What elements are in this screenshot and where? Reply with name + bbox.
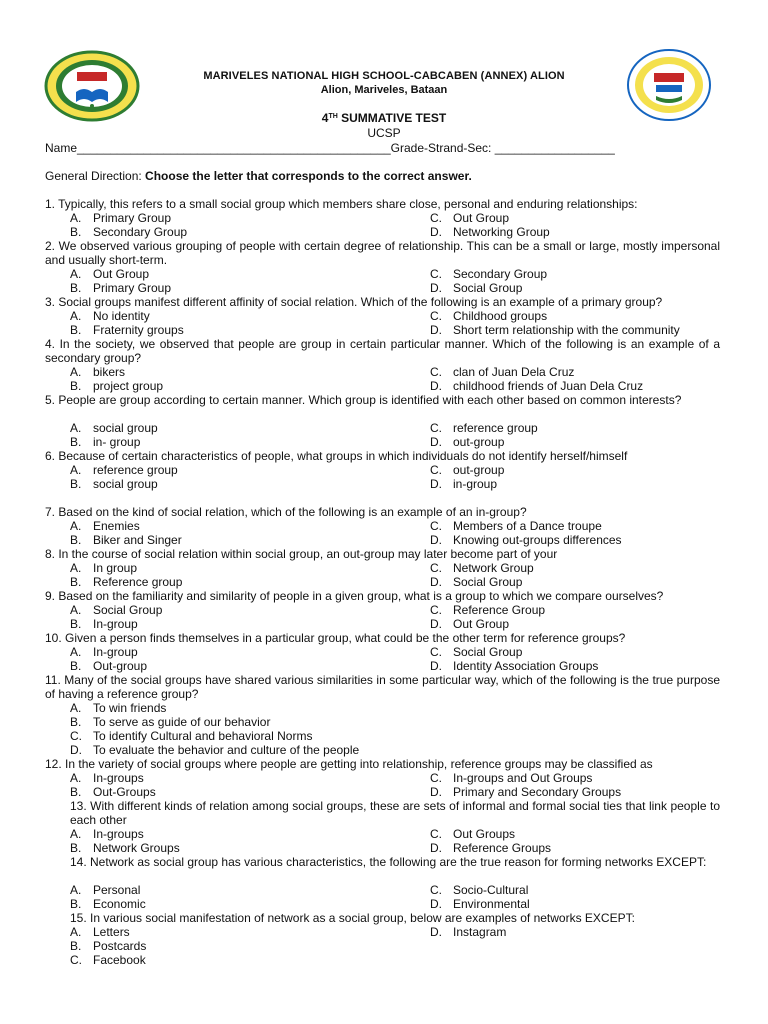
option-text: social group [93, 477, 158, 491]
option-letter: C. [430, 883, 442, 897]
option-letter: A. [70, 925, 82, 939]
option-text: To serve as guide of our behavior [93, 715, 271, 729]
option-letter: C. [430, 463, 442, 477]
option-text: Postcards [93, 939, 147, 953]
answer-option [430, 463, 504, 477]
option-letter: D. [430, 533, 442, 547]
option-letter: B. [70, 477, 82, 491]
question-text: 12. In the variety of social groups where people are getting into relationship, reference groups may be classified as [45, 757, 653, 771]
option-letter: D. [430, 841, 442, 855]
option-text: In-groups [93, 771, 144, 785]
answer-option [70, 715, 270, 729]
answer-option [430, 841, 551, 855]
question-text: 9. Based on the familiarity and similarity of people in a given group, what is a group to which we compare ourselves? [45, 589, 664, 603]
option-letter: D. [430, 281, 442, 295]
answer-option [430, 435, 504, 449]
option-text: To identify Cultural and behavioral Norms [93, 729, 313, 743]
question-text: 15. In various social manifestation of network as a social group, below are examples of networks EXCEPT: [70, 911, 635, 925]
question-text: 1. Typically, this refers to a small social group which members share close, personal and enduring relationships: [45, 197, 638, 211]
option-text: Biker and Singer [93, 533, 182, 547]
option-text: Instagram [453, 925, 507, 939]
direction-label: General Direction: [45, 169, 146, 183]
option-text: Networking Group [453, 225, 550, 239]
answer-option [430, 827, 515, 841]
option-letter: B. [70, 435, 82, 449]
option-text: To win friends [93, 701, 167, 715]
answer-option [70, 561, 137, 575]
option-text: Secondary Group [93, 225, 188, 239]
option-letter: A. [70, 211, 82, 225]
option-text: Social Group [453, 281, 523, 295]
option-letter: D. [430, 925, 442, 939]
answer-option [430, 519, 602, 533]
option-text: Primary Group [93, 281, 172, 295]
option-text: childhood friends of Juan Dela Cruz [453, 379, 644, 393]
option-text: Social Group [93, 603, 163, 617]
answer-option [430, 309, 547, 323]
option-letter: C. [430, 421, 442, 435]
option-letter: A. [70, 421, 82, 435]
option-text: Out Group [93, 267, 150, 281]
option-text: Primary Group [93, 211, 172, 225]
answer-option [70, 281, 171, 295]
answer-option [430, 603, 545, 617]
option-letter: A. [70, 267, 82, 281]
option-text: Social Group [453, 575, 523, 589]
answer-option [430, 477, 497, 491]
option-text: project group [93, 379, 164, 393]
option-text: Environmental [453, 897, 530, 911]
option-letter: C. [430, 519, 442, 533]
option-letter: C. [430, 267, 442, 281]
option-letter: D. [430, 897, 442, 911]
answer-option [430, 281, 522, 295]
option-text: clan of Juan Dela Cruz [453, 365, 575, 379]
option-text: out-group [453, 463, 505, 477]
answer-option [70, 883, 140, 897]
option-text: Reference Group [453, 603, 546, 617]
option-letter: B. [70, 659, 82, 673]
question-text: 6. Because of certain characteristics of people, what groups in which individuals do not identify herself/himself [45, 449, 628, 463]
option-letter: B. [70, 281, 82, 295]
option-text: Economic [93, 897, 146, 911]
answer-option [70, 421, 158, 435]
answer-option [70, 225, 187, 239]
option-text: Out Groups [453, 827, 516, 841]
question-text: 5. People are group according to certain manner. Which group is identified with each other based on common interests? [45, 393, 682, 407]
option-text: in- group [93, 435, 141, 449]
option-letter: D. [430, 575, 442, 589]
answer-option [70, 617, 138, 631]
option-letter: B. [70, 785, 82, 799]
option-text: In-group [93, 617, 138, 631]
answer-option [430, 533, 622, 547]
option-text: Identity Association Groups [453, 659, 599, 673]
question-text: 11. Many of the social groups have shared various similarities in some particular way, which of the following is the true purpose of having a reference group? [45, 673, 720, 701]
option-letter: B. [70, 841, 82, 855]
answer-option [70, 477, 158, 491]
answer-option [70, 533, 182, 547]
option-letter: C. [430, 603, 442, 617]
answer-option [430, 575, 522, 589]
option-letter: A. [70, 519, 82, 533]
answer-option [70, 953, 146, 967]
option-letter: C. [70, 953, 82, 967]
answer-option [430, 925, 506, 939]
option-letter: D. [430, 379, 442, 393]
option-text: Enemies [93, 519, 140, 533]
answer-option [430, 421, 538, 435]
option-text: out-group [453, 435, 505, 449]
answer-option [70, 323, 184, 337]
option-letter: D. [430, 435, 442, 449]
school-name: MARIVELES NATIONAL HIGH SCHOOL-CABCABEN (ANNEX) ALION [203, 70, 565, 82]
option-letter: D. [430, 225, 442, 239]
answer-option [430, 561, 534, 575]
option-letter: B. [70, 715, 82, 729]
option-letter: C. [70, 729, 82, 743]
answer-option [70, 309, 150, 323]
option-letter: C. [430, 645, 442, 659]
test-title-suffix: TH [328, 113, 338, 120]
answer-option [430, 617, 509, 631]
option-text: Out Group [453, 617, 510, 631]
option-letter: A. [70, 365, 82, 379]
answer-option [430, 883, 528, 897]
option-letter: A. [70, 463, 82, 477]
answer-option [70, 841, 180, 855]
option-text: Personal [93, 883, 141, 897]
option-text: bikers [93, 365, 126, 379]
option-text: Childhood groups [453, 309, 548, 323]
school-address: Alion, Mariveles, Bataan [320, 84, 448, 96]
option-letter: A. [70, 309, 82, 323]
option-letter: C. [430, 309, 442, 323]
option-letter: D. [430, 659, 442, 673]
answer-option [70, 211, 171, 225]
subject-title: UCSP [367, 126, 401, 140]
option-text: reference group [93, 463, 178, 477]
option-letter: D. [430, 323, 442, 337]
option-text: In-groups [93, 827, 144, 841]
answer-option [70, 771, 144, 785]
option-text: Social Group [453, 645, 523, 659]
answer-option [430, 659, 598, 673]
question-text: 13. With different kinds of relation among social groups, these are sets of informal and formal social ties that link people to each other [70, 799, 720, 827]
answer-option [430, 225, 550, 239]
answer-option [430, 645, 522, 659]
answer-option [70, 379, 163, 393]
answer-option [70, 659, 147, 673]
option-text: Secondary Group [453, 267, 548, 281]
option-text: To evaluate the behavior and culture of the people [93, 743, 360, 757]
option-text: Letters [93, 925, 130, 939]
answer-option [430, 771, 592, 785]
answer-option [430, 267, 547, 281]
option-letter: B. [70, 897, 82, 911]
name-grade-line: Name_______________________________________________Grade-Strand-Sec: __________________ [45, 141, 615, 155]
option-letter: A. [70, 645, 82, 659]
test-title-number: 4 [321, 111, 329, 125]
answer-option [70, 827, 144, 841]
general-direction [45, 169, 472, 183]
answer-option [70, 939, 146, 953]
answer-option [70, 701, 166, 715]
option-letter: C. [430, 211, 442, 225]
option-text: Socio-Cultural [453, 883, 529, 897]
option-letter: C. [430, 771, 442, 785]
option-letter: B. [70, 533, 82, 547]
option-letter: A. [70, 827, 82, 841]
option-letter: B. [70, 323, 82, 337]
answer-option [430, 897, 530, 911]
answer-option [70, 743, 359, 757]
option-letter: A. [70, 561, 82, 575]
answer-option [70, 925, 130, 939]
answer-option [430, 785, 621, 799]
answer-option [430, 211, 509, 225]
question-text: 2. We observed various grouping of people with certain degree of relationship. This can be a small or large, mostly impersonal and usually short-term. [45, 239, 720, 267]
option-text: In-groups and Out Groups [453, 771, 593, 785]
answer-option [70, 519, 140, 533]
answer-option [70, 645, 138, 659]
option-letter: C. [430, 365, 442, 379]
option-letter: A. [70, 883, 82, 897]
option-letter: B. [70, 379, 82, 393]
answer-option [70, 267, 149, 281]
option-text: Network Groups [93, 841, 180, 855]
option-letter: B. [70, 939, 82, 953]
option-letter: B. [70, 225, 82, 239]
option-text: Facebook [93, 953, 146, 967]
option-letter: B. [70, 575, 82, 589]
option-letter: A. [70, 771, 82, 785]
answer-option [70, 365, 125, 379]
answer-option [70, 575, 182, 589]
option-letter: D. [430, 785, 442, 799]
question-text: 10. Given a person finds themselves in a particular group, what could be the other term for reference groups? [45, 631, 626, 645]
option-text: Knowing out-groups differences [453, 533, 622, 547]
question-text: 4. In the society, we observed that people are group in certain particular manner. Which of the following is an example of a secondary group? [45, 337, 720, 365]
option-letter: A. [70, 701, 82, 715]
option-text: in-group [453, 477, 498, 491]
school-header [150, 69, 618, 97]
option-text: Fraternity groups [93, 323, 184, 337]
answer-option [70, 463, 178, 477]
test-title [0, 111, 768, 125]
option-letter: C. [430, 561, 442, 575]
question-text: 3. Social groups manifest different affinity of social relation. Which of the following is an example of a primary group? [45, 295, 663, 309]
option-text: In-group [93, 645, 138, 659]
option-letter: A. [70, 603, 82, 617]
answer-option [70, 603, 162, 617]
option-text: Out-Groups [93, 785, 156, 799]
option-text: Reference Groups [453, 841, 552, 855]
answer-option [430, 323, 680, 337]
option-text: social group [93, 421, 158, 435]
option-text: Primary and Secondary Groups [453, 785, 622, 799]
answer-option [70, 785, 156, 799]
answer-option [70, 435, 140, 449]
option-letter: D. [430, 477, 442, 491]
answer-option [430, 379, 643, 393]
question-text: 7. Based on the kind of social relation, which of the following is an example of an in-group? [45, 505, 527, 519]
option-text: Reference group [93, 575, 183, 589]
question-text: 14. Network as social group has various characteristics, the following are the true reason for forming networks EXCEPT: [70, 855, 707, 869]
option-text: Network Group [453, 561, 534, 575]
option-text: Out-group [93, 659, 148, 673]
question-text: 8. In the course of social relation within social group, an out-group may later become part of your [45, 547, 558, 561]
answer-option [430, 365, 574, 379]
option-letter: D. [430, 617, 442, 631]
answer-option [70, 729, 312, 743]
option-text: Short term relationship with the community [453, 323, 680, 337]
option-letter: D. [70, 743, 82, 757]
option-text: No identity [93, 309, 150, 323]
option-text: Members of a Dance troupe [453, 519, 602, 533]
option-text: In group [93, 561, 138, 575]
option-text: Out Group [453, 211, 510, 225]
option-letter: C. [430, 827, 442, 841]
option-letter: B. [70, 617, 82, 631]
option-text: reference group [453, 421, 538, 435]
direction-text: Choose the letter that corresponds to the correct answer. [145, 169, 472, 183]
answer-option [70, 897, 146, 911]
test-title-text: SUMMATIVE TEST [337, 111, 447, 125]
